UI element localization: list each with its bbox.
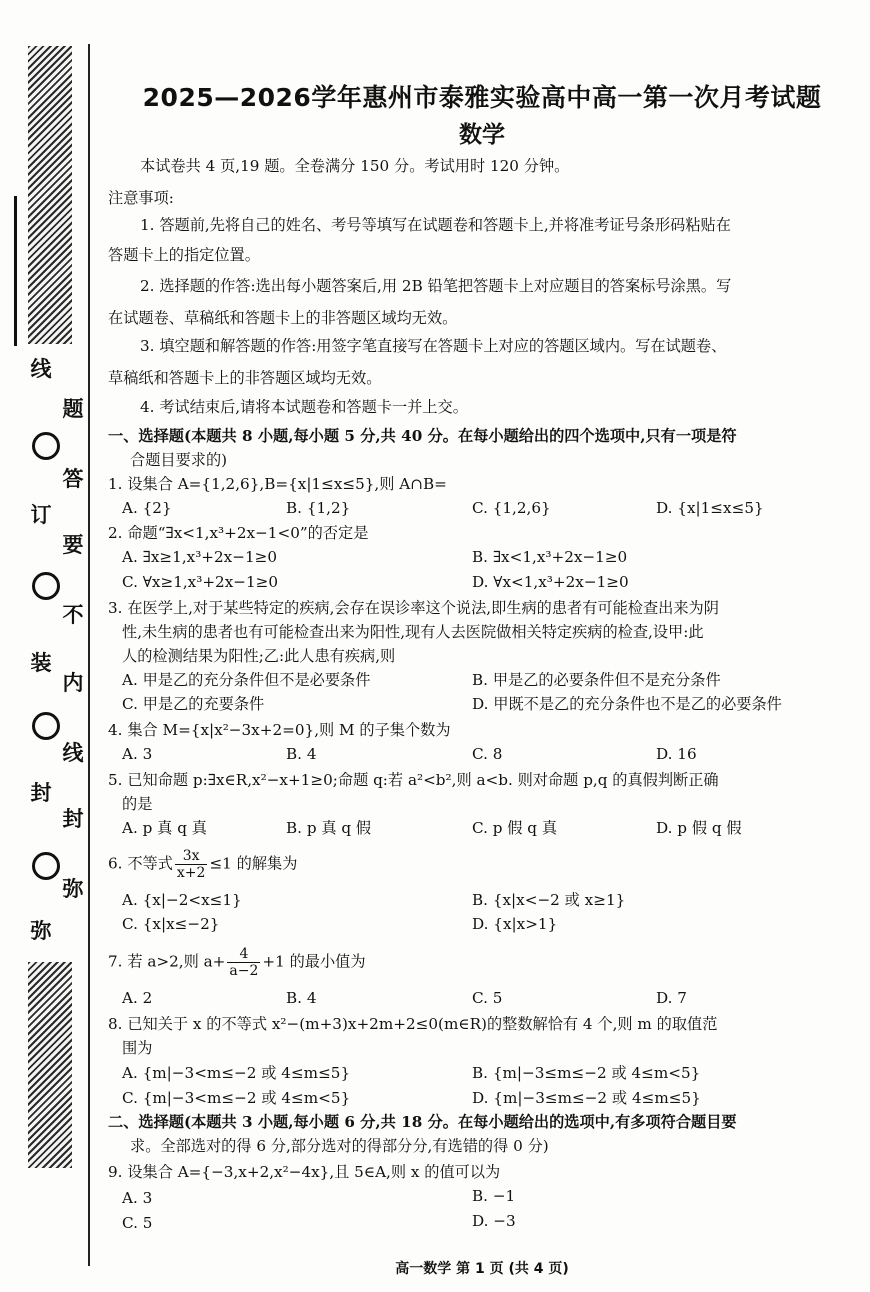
note-line: 2. 选择题的作答:选出每小题答案后,用 2B 铅笔把答题卡上对应题目的答案标号涂黑。写	[140, 277, 732, 295]
option-a: A. {x|−2<x≤1}	[122, 891, 242, 909]
seal-char-zhuang: 装	[30, 651, 52, 675]
fraction-denominator: x+2	[176, 865, 206, 881]
option-b: B. 4	[286, 989, 317, 1007]
seal-char-mi: 弥	[30, 919, 52, 943]
page-footer: 高一数学 第 1 页 (共 4 页)	[395, 1261, 569, 1277]
option-d: D. p 假 q 假	[656, 819, 742, 837]
exam-intro: 本试卷共 4 页,19 题。全卷满分 150 分。考试用时 120 分钟。	[140, 157, 570, 175]
seal-char-feng2: 封	[62, 807, 84, 831]
seal-char-ding: 订	[30, 503, 52, 527]
option-c: C. ∀x≥1,x³+2x−1≥0	[122, 573, 279, 591]
option-d: D. −3	[472, 1212, 516, 1230]
question-stem: 9. 设集合 A={−3,x+2,x²−4x},且 5∈A,则 x 的值可以为	[108, 1163, 501, 1181]
stem-prefix: 6. 不等式	[108, 854, 173, 873]
seal-char-ti: 题	[62, 397, 84, 421]
option-d: D. 甲既不是乙的充分条件也不是乙的必要条件	[472, 695, 782, 713]
option-d: D. {m|−3≤m≤−2 或 4≤m≤5}	[472, 1089, 701, 1107]
fraction-numerator: 3x	[175, 848, 208, 865]
option-b: B. p 真 q 假	[286, 819, 372, 837]
option-d: D. {x|x>1}	[472, 915, 558, 933]
fraction-numerator: 4	[227, 946, 260, 963]
seal-circle	[32, 432, 60, 460]
option-a: A. p 真 q 真	[122, 819, 207, 837]
seal-char-mi2: 弥	[62, 877, 84, 901]
note-line: 草稿纸和答题卡上的非答题区域均无效。	[108, 369, 382, 387]
option-a: A. 甲是乙的充分条件但不是必要条件	[122, 671, 371, 689]
section-heading: 二、选择题(本题共 3 小题,每小题 6 分,共 18 分。在每小题给出的选项中,有多项符合题目要	[108, 1113, 737, 1131]
seal-char-nei: 内	[62, 671, 84, 695]
fraction-denominator: a−2	[229, 963, 259, 979]
section-heading-cont: 合题目要求的)	[130, 451, 228, 469]
option-a: A. ∃x≥1,x³+2x−1≥0	[122, 548, 278, 566]
option-b: B. 4	[286, 745, 317, 763]
question-stem: 1. 设集合 A={1,2,6},B={x|1≤x≤5},则 A∩B=	[108, 475, 447, 493]
option-c: C. {m|−3<m≤−2 或 4≤m<5}	[122, 1089, 351, 1107]
binding-divider-line	[88, 44, 90, 1266]
question-stem-cont: 的是	[122, 795, 153, 813]
option-d: D. 16	[656, 745, 697, 763]
notes-heading: 注意事项:	[108, 189, 174, 207]
option-b: B. −1	[472, 1187, 516, 1205]
option-c: C. p 假 q 真	[472, 819, 558, 837]
fraction	[227, 946, 260, 979]
seal-char-xian: 线	[30, 357, 52, 381]
option-b: B. {m|−3≤m≤−2 或 4≤m<5}	[472, 1064, 701, 1082]
seal-char-bu: 不	[62, 603, 84, 627]
seal-char-yao: 要	[62, 533, 84, 557]
question-stem-cont: 性,未生病的患者也有可能检查出来为阳性,现有人去医院做相关特定疾病的检查,设甲:此	[122, 623, 704, 641]
option-d: D. ∀x<1,x³+2x−1≥0	[472, 573, 629, 591]
stem-suffix: +1 的最小值为	[262, 952, 366, 971]
option-a: A. {2}	[122, 499, 172, 517]
option-a: A. 2	[122, 989, 153, 1007]
question-stem: 5. 已知命题 p:∃x∈R,x²−x+1≥0;命题 q:若 a²<b²,则 a<b. 则对命题 p,q 的真假判断正确	[108, 771, 719, 789]
note-line: 1. 答题前,先将自己的姓名、考号等填写在试题卷和答题卡上,并将准考证号条形码粘贴在	[140, 216, 731, 234]
option-c: C. 5	[122, 1214, 153, 1232]
option-d: D. 7	[656, 989, 687, 1007]
binding-hatch-bottom	[28, 962, 72, 1168]
option-b: B. {x|x<−2 或 x≥1}	[472, 891, 626, 909]
option-c: C. 8	[472, 745, 503, 763]
fraction	[175, 848, 208, 881]
note-line: 答题卡上的指定位置。	[108, 246, 260, 264]
note-line: 4. 考试结束后,请将本试题卷和答题卡一并上交。	[140, 398, 468, 416]
question-stem: 8. 已知关于 x 的不等式 x²−(m+3)x+2m+2≤0(m∈R)的整数解恰有 4 个,则 m 的取值范	[108, 1015, 718, 1033]
section-heading-cont: 求。全部选对的得 6 分,部分选对的得部分分,有选错的得 0 分)	[130, 1137, 549, 1155]
option-c: C. 5	[472, 989, 503, 1007]
seal-char-feng: 封	[30, 781, 52, 805]
name-blank-line	[14, 196, 17, 346]
section-heading: 一、选择题(本题共 8 小题,每小题 5 分,共 40 分。在每小题给出的四个选项中,只有一项是符	[108, 427, 737, 445]
seal-circle	[32, 572, 60, 600]
option-a: A. 3	[122, 1189, 153, 1207]
seal-char-xian2: 线	[62, 741, 84, 765]
question-stem-cont: 围为	[122, 1039, 153, 1057]
seal-char-da: 答	[62, 467, 84, 491]
note-line: 在试题卷、草稿纸和答题卡上的非答题区域均无效。	[108, 309, 458, 327]
exam-title: 2025—2026学年惠州市泰雅实验高中高一第一次月考试题	[142, 83, 822, 112]
option-a: A. 3	[122, 745, 153, 763]
option-c: C. {x|x≤−2}	[122, 915, 220, 933]
question-stem	[108, 848, 297, 881]
option-d: D. {x|1≤x≤5}	[656, 499, 764, 517]
option-b: B. 甲是乙的必要条件但不是充分条件	[472, 671, 721, 689]
question-stem	[108, 946, 366, 979]
stem-prefix: 7. 若 a>2,则 a+	[108, 952, 226, 971]
option-a: A. {m|−3<m≤−2 或 4≤m≤5}	[122, 1064, 351, 1082]
question-stem-cont: 人的检测结果为阳性;乙:此人患有疾病,则	[122, 647, 396, 665]
question-stem: 2. 命题“∃x<1,x³+2x−1<0”的否定是	[108, 524, 369, 542]
binding-hatch-top	[28, 46, 72, 344]
option-c: C. {1,2,6}	[472, 499, 551, 517]
option-b: B. {1,2}	[286, 499, 351, 517]
subject-title: 数学	[459, 122, 505, 148]
option-c: C. 甲是乙的充要条件	[122, 695, 265, 713]
stem-suffix: ≤1 的解集为	[209, 854, 298, 873]
question-stem: 3. 在医学上,对于某些特定的疾病,会存在误诊率这个说法,即生病的患者有可能检查出来为阴	[108, 599, 719, 617]
option-b: B. ∃x<1,x³+2x−1≥0	[472, 548, 628, 566]
seal-circle	[32, 712, 60, 740]
note-line: 3. 填空题和解答题的作答:用签字笔直接写在答题卡上对应的答题区域内。写在试题卷、	[140, 337, 727, 355]
question-stem: 4. 集合 M={x|x²−3x+2=0},则 M 的子集个数为	[108, 721, 451, 739]
